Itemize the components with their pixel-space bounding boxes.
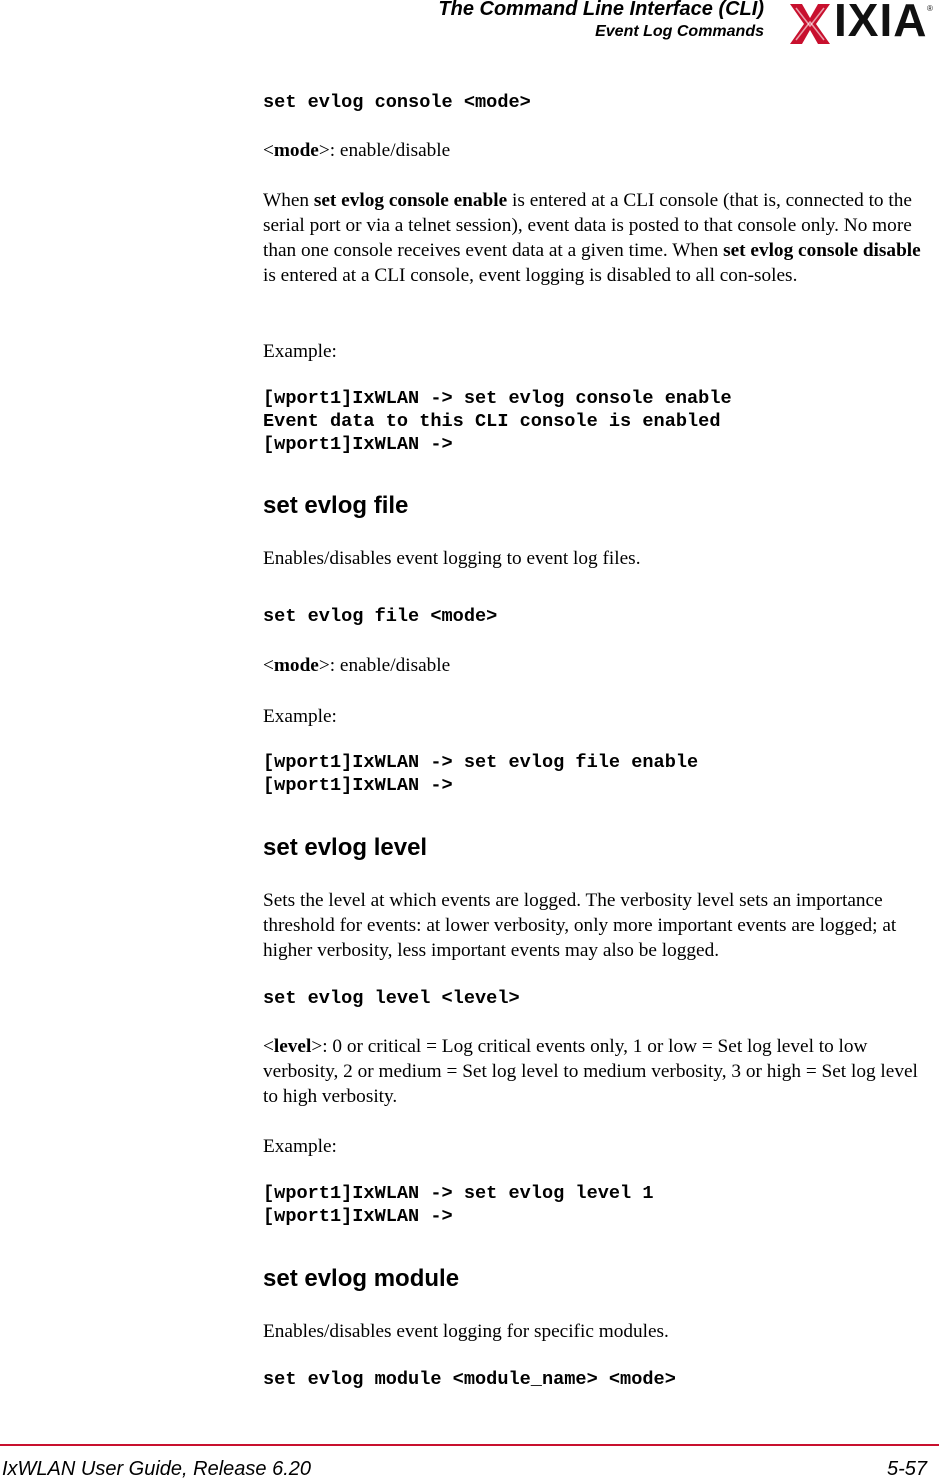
file-heading: set evlog file — [263, 492, 409, 519]
module-syntax: set evlog module <module_name> <mode> — [263, 1369, 676, 1390]
level-syntax: set evlog level <level> — [263, 988, 520, 1009]
file-param: <mode>: enable/disable — [263, 655, 451, 676]
level-example-label: Example: — [263, 1136, 337, 1157]
logo-registered-mark: ® — [927, 4, 933, 13]
console-example-code: [wport1]IxWLAN -> set evlog console enable Event data to this CLI console is enabled [wport1]IxWLAN -> — [263, 388, 732, 455]
level-heading: set evlog level — [263, 834, 428, 861]
console-param-name: mode — [273, 140, 319, 161]
header-subtitle: Event Log Commands — [595, 23, 764, 40]
level-intro: Sets the level at which events are logged. The verbosity level sets an importance threshold for events: at lower verbosity, only more important events are logged; at higher verbosity, less important events may also be logged. — [263, 890, 897, 961]
file-syntax: set evlog file <mode> — [263, 606, 498, 627]
level-param: <level>: 0 or critical = Log critical events only, 1 or low = Set log level to low verbosity, 2 or medium = Set log level to medium verbosity, 3 or high = Set log level to high verbosity. — [263, 1036, 918, 1107]
ixia-logo — [786, 0, 938, 48]
console-description: When set evlog console enable is entered at a CLI console (that is, connected to the serial port or via a telnet session), event data is posted to that console only. No more than one console receives event data at a given time. When set evlog console disable is entered at a CLI console, event logging is disabled to all con-soles. — [263, 190, 921, 286]
level-param-name: level — [273, 1036, 312, 1057]
module-intro: Enables/disables event logging for specific modules. — [263, 1321, 669, 1342]
file-example-label: Example: — [263, 706, 337, 727]
footer-page-number: 5-57 — [886, 1458, 927, 1480]
file-example-code: [wport1]IxWLAN -> set evlog file enable [wport1]IxWLAN -> — [263, 752, 699, 796]
header-title: The Command Line Interface (CLI) — [438, 0, 764, 20]
module-heading: set evlog module — [263, 1265, 460, 1292]
console-param: <mode>: enable/disable — [263, 140, 451, 161]
file-intro: Enables/disables event logging to event log files. — [263, 548, 641, 569]
ixia-x-logo-icon — [786, 0, 834, 48]
console-example-label: Example: — [263, 341, 337, 362]
footer-divider — [0, 1444, 939, 1446]
level-example-code: [wport1]IxWLAN -> set evlog level 1 [wport1]IxWLAN -> — [263, 1183, 654, 1227]
logo-text: IXIA — [834, 0, 928, 46]
footer-guide-title: IxWLAN User Guide, Release 6.20 — [2, 1458, 312, 1480]
file-param-name: mode — [273, 655, 319, 676]
page-header — [0, 0, 939, 50]
console-syntax: set evlog console <mode> — [263, 92, 531, 113]
